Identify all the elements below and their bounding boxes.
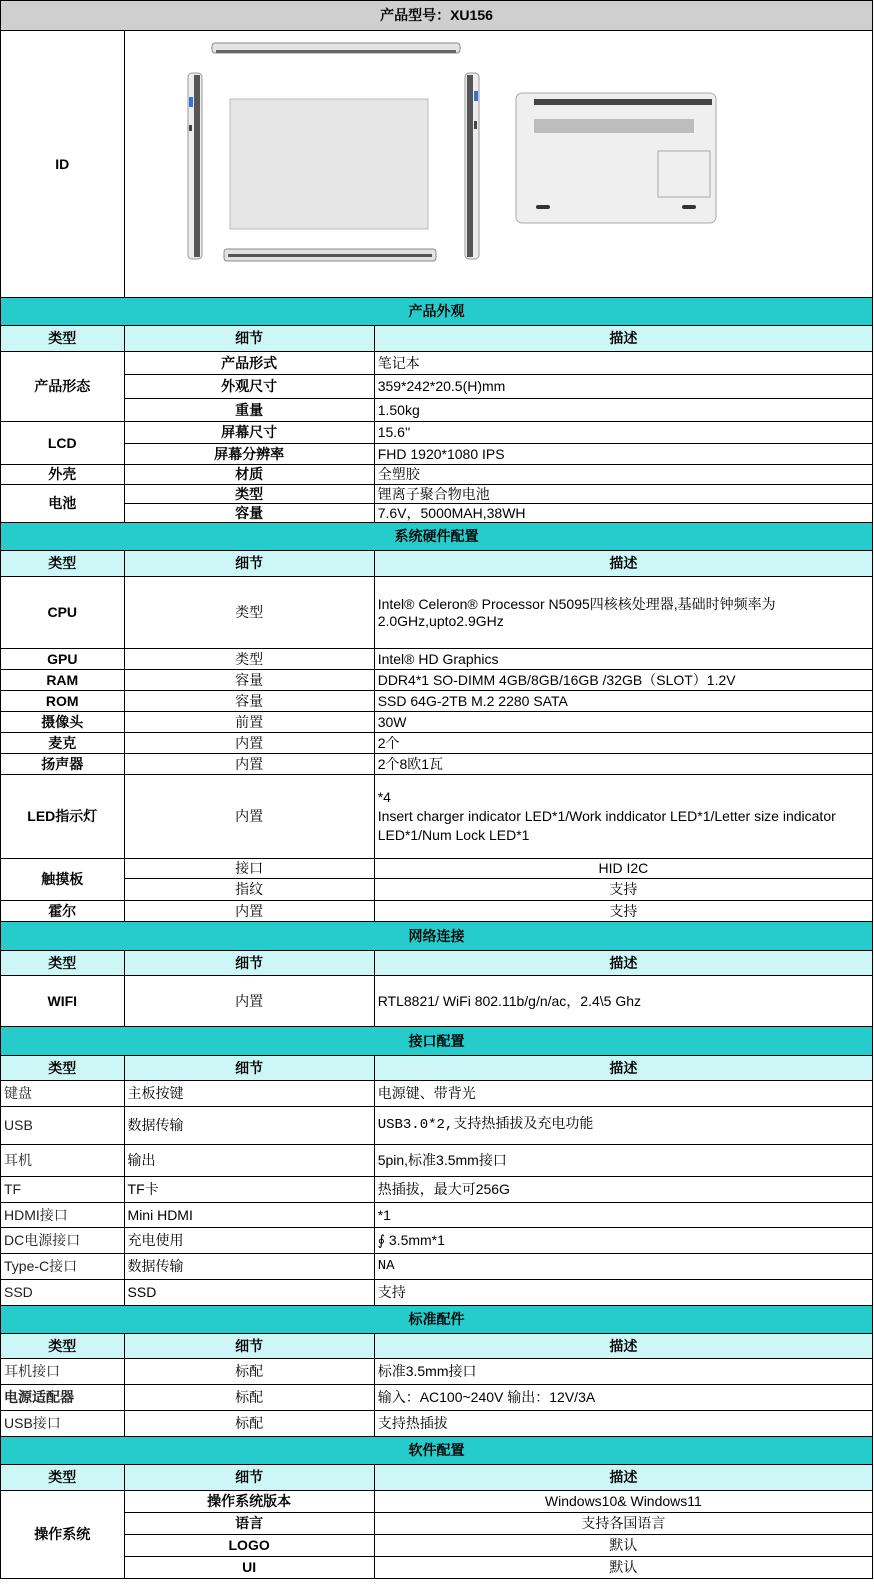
laptop-left-side-view [188, 73, 202, 259]
desc-cell: 359*242*20.5(H)mm [374, 375, 872, 399]
header-type: 类型 [1, 1334, 125, 1359]
desc-cell: 默认 [374, 1535, 872, 1557]
detail-cell: 重量 [124, 399, 374, 422]
desc-cell: DDR4*1 SO-DIMM 4GB/8GB/16GB /32GB（SLOT）1.2V [374, 670, 872, 691]
laptop-top-edge-view [212, 43, 460, 53]
desc-cell: SSD 64G-2TB M.2 2280 SATA [374, 691, 872, 712]
laptop-bottom-case-view [516, 93, 716, 223]
section-appearance: 产品外观 [1, 298, 873, 326]
desc-cell: 支持 [374, 1280, 872, 1306]
cat-shell: 外壳 [1, 465, 125, 485]
detail-cell: 容量 [124, 670, 374, 691]
header-detail: 细节 [124, 551, 374, 577]
cat-earphone-jack: 耳机接口 [1, 1359, 125, 1385]
section-ports: 接口配置 [1, 1027, 873, 1056]
desc-cell: 输入：AC100~240V 输出：12V/3A [374, 1385, 872, 1411]
desc-cell: *4 Insert charger indicator LED*1/Work inddicator LED*1/Letter size indicator LED*1/Num Lock LED*1 [374, 775, 872, 859]
desc-cell: 热插拔，最大可256G [374, 1177, 872, 1203]
cat-ram: RAM [1, 670, 125, 691]
cat-hall: 霍尔 [1, 901, 125, 922]
desc-cell: HID I2C [374, 859, 872, 879]
detail-cell: 内置 [124, 976, 374, 1027]
section-software: 软件配置 [1, 1437, 873, 1465]
header-type: 类型 [1, 1056, 125, 1081]
desc-cell: 30W [374, 712, 872, 733]
detail-cell: 数据传输 [124, 1107, 374, 1145]
header-type: 类型 [1, 551, 125, 577]
header-desc: 描述 [374, 1056, 872, 1081]
detail-cell: 指纹 [124, 879, 374, 901]
cat-form: 产品形态 [1, 352, 125, 422]
detail-cell: LOGO [124, 1535, 374, 1557]
product-views-cell [124, 31, 872, 298]
section-network: 网络连接 [1, 922, 873, 951]
detail-cell: 语言 [124, 1513, 374, 1535]
header-type: 类型 [1, 951, 125, 976]
desc-cell: Intel® HD Graphics [374, 649, 872, 670]
desc-cell: 笔记本 [374, 352, 872, 375]
detail-cell: 类型 [124, 577, 374, 649]
header-desc: 描述 [374, 1334, 872, 1359]
header-desc: 描述 [374, 551, 872, 577]
cat-lcd: LCD [1, 422, 125, 465]
section-accessories: 标准配件 [1, 1306, 873, 1334]
cat-type-c: Type-C接口 [1, 1254, 125, 1280]
detail-cell: SSD [124, 1280, 374, 1306]
cat-headphone: 耳机 [1, 1145, 125, 1177]
cat-cpu: CPU [1, 577, 125, 649]
desc-cell: 支持 [374, 901, 872, 922]
detail-cell: 材质 [124, 465, 374, 485]
header-detail: 细节 [124, 951, 374, 976]
detail-cell: 接口 [124, 859, 374, 879]
cat-usb-port: USB接口 [1, 1411, 125, 1437]
detail-cell: 充电使用 [124, 1228, 374, 1254]
desc-cell: 全塑胶 [374, 465, 872, 485]
header-detail: 细节 [124, 1334, 374, 1359]
detail-cell: 类型 [124, 485, 374, 504]
detail-cell: 产品形式 [124, 352, 374, 375]
cat-os: 操作系统 [1, 1491, 125, 1579]
desc-cell: USB3.0*2,支持热插拔及充电功能 [374, 1107, 872, 1145]
cat-battery: 电池 [1, 485, 125, 523]
detail-cell: TF卡 [124, 1177, 374, 1203]
cat-microphone: 麦克 [1, 733, 125, 754]
desc-cell: 15.6'' [374, 422, 872, 444]
detail-cell: 标配 [124, 1359, 374, 1385]
cat-keyboard: 键盘 [1, 1081, 125, 1107]
detail-cell: 内置 [124, 733, 374, 754]
header-desc: 描述 [374, 951, 872, 976]
detail-cell: 标配 [124, 1411, 374, 1437]
desc-cell: 5pin,标准3.5mm接口 [374, 1145, 872, 1177]
title-row [1, 1, 873, 31]
desc-cell: FHD 1920*1080 IPS [374, 444, 872, 465]
detail-cell: 内置 [124, 754, 374, 775]
header-detail: 细节 [124, 1465, 374, 1491]
detail-cell: 主板按键 [124, 1081, 374, 1107]
detail-cell: 容量 [124, 691, 374, 712]
section-hardware: 系统硬件配置 [1, 523, 873, 551]
laptop-lid-view [230, 99, 428, 229]
detail-cell: 内置 [124, 775, 374, 859]
header-desc: 描述 [374, 326, 872, 352]
header-detail: 细节 [124, 326, 374, 352]
cat-ssd: SSD [1, 1280, 125, 1306]
detail-cell: 内置 [124, 901, 374, 922]
desc-cell: 电源键、带背光 [374, 1081, 872, 1107]
header-type: 类型 [1, 326, 125, 352]
cat-dc-power: DC电源接口 [1, 1228, 125, 1254]
cat-camera: 摄像头 [1, 712, 125, 733]
desc-cell: 标准3.5mm接口 [374, 1359, 872, 1385]
desc-cell: 锂离子聚合物电池 [374, 485, 872, 504]
detail-cell: 屏幕分辨率 [124, 444, 374, 465]
desc-cell: 支持各国语言 [374, 1513, 872, 1535]
desc-cell: 支持 [374, 879, 872, 901]
desc-cell: NA [374, 1254, 872, 1280]
cat-wifi: WIFI [1, 976, 125, 1027]
desc-cell: *1 [374, 1203, 872, 1228]
desc-cell: RTL8821/ WiFi 802.11b/g/n/ac，2.4\5 Ghz [374, 976, 872, 1027]
detail-cell: 数据传输 [124, 1254, 374, 1280]
desc-cell: 默认 [374, 1557, 872, 1579]
desc-cell: Intel® Celeron® Processor N5095四核核处理器,基础时钟频率为2.0GHz,upto2.9GHz [374, 577, 872, 649]
detail-cell: 外观尺寸 [124, 375, 374, 399]
detail-cell: 输出 [124, 1145, 374, 1177]
cat-hdmi: HDMI接口 [1, 1203, 125, 1228]
detail-cell: 类型 [124, 649, 374, 670]
cat-power-adapter: 电源适配器 [1, 1385, 125, 1411]
id-row [1, 31, 873, 298]
cat-rom: ROM [1, 691, 125, 712]
id-label: ID [1, 31, 125, 298]
cat-gpu: GPU [1, 649, 125, 670]
cat-led: LED指示灯 [1, 775, 125, 859]
desc-cell: 2个 [374, 733, 872, 754]
detail-cell: 容量 [124, 504, 374, 523]
laptop-right-side-view [465, 73, 479, 259]
cat-usb: USB [1, 1107, 125, 1145]
desc-cell: Windows10& Windows11 [374, 1491, 872, 1513]
detail-cell: 前置 [124, 712, 374, 733]
detail-cell: UI [124, 1557, 374, 1579]
desc-cell: 7.6V，5000MAH,38WH [374, 504, 872, 523]
laptop-views-image [128, 31, 873, 293]
desc-cell: 支持热插拔 [374, 1411, 872, 1437]
detail-cell: 屏幕尺寸 [124, 422, 374, 444]
desc-cell: 1.50kg [374, 399, 872, 422]
cat-touchpad: 触摸板 [1, 859, 125, 901]
product-title: 产品型号：XU156 [1, 1, 873, 31]
detail-cell: 操作系统版本 [124, 1491, 374, 1513]
header-detail: 细节 [124, 1056, 374, 1081]
cat-speaker: 扬声器 [1, 754, 125, 775]
desc-cell: 2个8欧1瓦 [374, 754, 872, 775]
laptop-front-edge-view [224, 249, 436, 261]
desc-cell: ∮ 3.5mm*1 [374, 1228, 872, 1254]
header-desc: 描述 [374, 1465, 872, 1491]
detail-cell: Mini HDMI [124, 1203, 374, 1228]
detail-cell: 标配 [124, 1385, 374, 1411]
cat-tf: TF [1, 1177, 125, 1203]
header-type: 类型 [1, 1465, 125, 1491]
